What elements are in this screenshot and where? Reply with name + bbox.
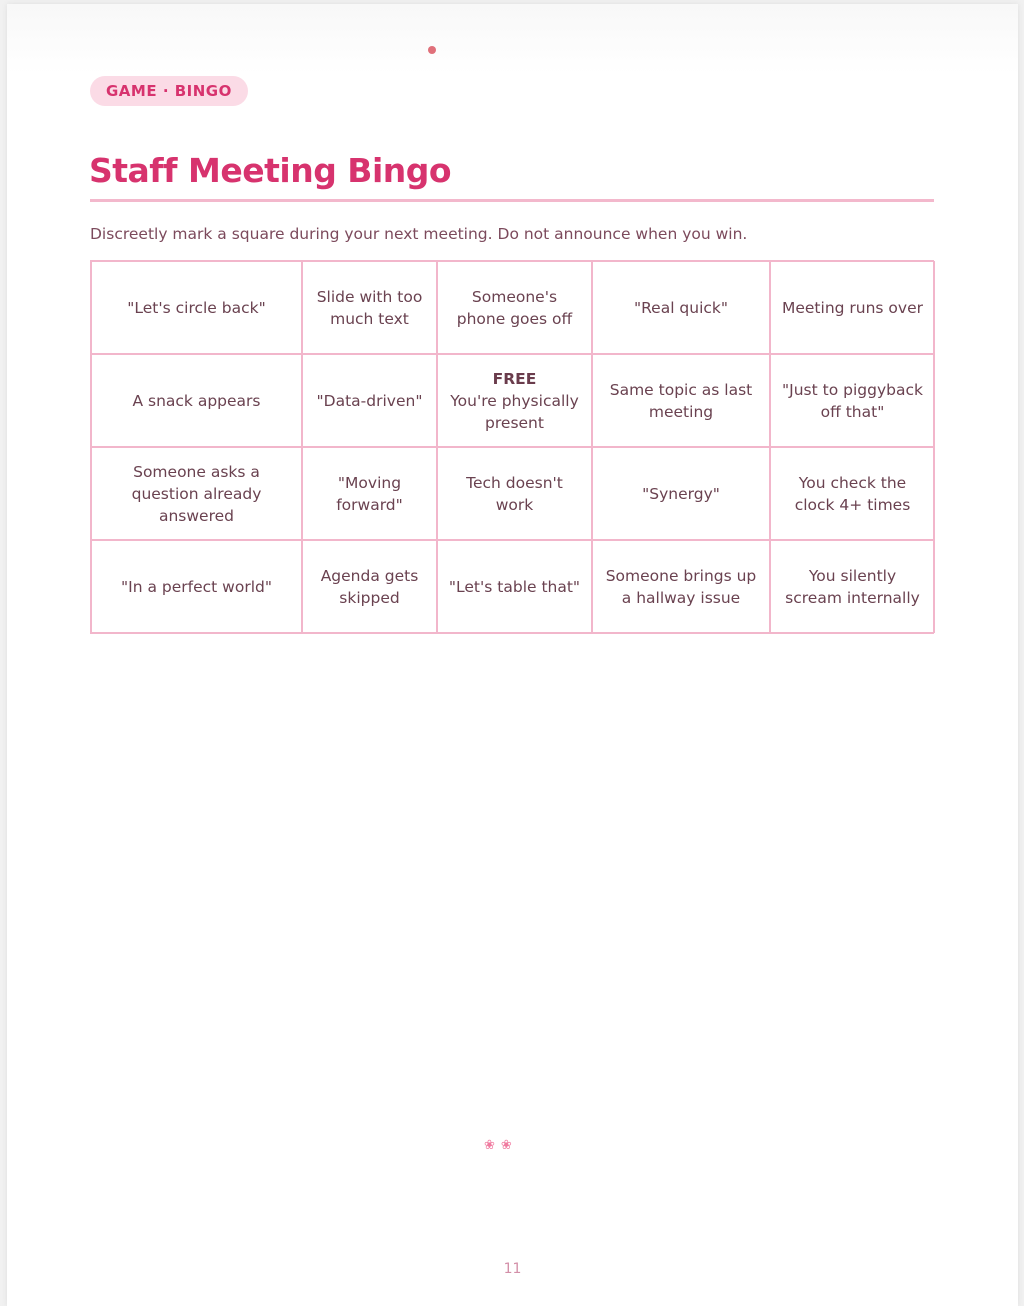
page-top-shade	[7, 4, 1018, 74]
bingo-square[interactable]	[91, 540, 302, 633]
free-label: FREE	[492, 369, 537, 388]
bingo-square[interactable]	[302, 261, 437, 354]
bingo-square[interactable]	[437, 447, 592, 540]
bingo-square-text: Agenda gets skipped	[320, 566, 419, 607]
bingo-square-text: "Just to piggyback off that"	[782, 380, 923, 421]
bingo-square[interactable]	[437, 261, 592, 354]
bingo-square-text: "Let's circle back"	[127, 298, 266, 317]
instructions-text: Discreetly mark a square during your next meeting. Do not announce when you win.	[90, 225, 748, 243]
flower-ornament-icon: ❀❀	[484, 1138, 518, 1153]
bingo-square-text: Slide with too much text	[316, 287, 423, 328]
bingo-square-text: Meeting runs over	[781, 298, 923, 317]
bingo-square[interactable]	[592, 540, 770, 633]
bingo-square-text: A snack appears	[132, 391, 261, 410]
bingo-square-text: You're physically present	[450, 391, 579, 432]
bingo-square-text: You silently scream internally	[785, 566, 920, 607]
bingo-square-text: Someone's phone goes off	[456, 287, 573, 328]
bingo-square-text: "Real quick"	[633, 298, 729, 317]
bingo-square-text: "In a perfect world"	[121, 577, 272, 596]
category-tag: GAME · BINGO	[90, 76, 248, 106]
bingo-square[interactable]	[592, 447, 770, 540]
page-title: Staff Meeting Bingo	[89, 151, 452, 190]
bingo-square[interactable]	[592, 354, 770, 447]
bingo-square[interactable]	[592, 261, 770, 354]
title-divider	[90, 199, 934, 202]
bingo-square-text: Someone asks a question already answered	[131, 462, 262, 525]
bingo-square-text: Tech doesn't work	[466, 473, 563, 514]
bingo-square-text: Someone brings up a hallway issue	[605, 566, 757, 607]
top-dot-decoration	[428, 46, 436, 54]
bingo-square-text: "Moving forward"	[336, 473, 403, 514]
bingo-square[interactable]	[302, 354, 437, 447]
bingo-square[interactable]	[437, 540, 592, 633]
page	[7, 4, 1018, 1306]
bingo-square[interactable]	[302, 540, 437, 633]
bingo-square[interactable]	[770, 540, 935, 633]
page-number: 11	[503, 1261, 522, 1277]
bingo-square-text: "Data-driven"	[316, 391, 423, 410]
bingo-square[interactable]	[91, 447, 302, 540]
bingo-square[interactable]	[91, 354, 302, 447]
bingo-free-square[interactable]	[437, 354, 592, 447]
bingo-square-text: You check the clock 4+ times	[794, 473, 911, 514]
bingo-square[interactable]	[770, 354, 935, 447]
bingo-grid	[90, 260, 934, 634]
bingo-square[interactable]	[770, 261, 935, 354]
bingo-square-text: "Let's table that"	[448, 577, 581, 596]
bingo-square[interactable]	[770, 447, 935, 540]
bingo-square-text: "Synergy"	[642, 484, 720, 503]
bingo-square-text: Same topic as last meeting	[609, 380, 753, 421]
bingo-square[interactable]	[91, 261, 302, 354]
bingo-square[interactable]	[302, 447, 437, 540]
